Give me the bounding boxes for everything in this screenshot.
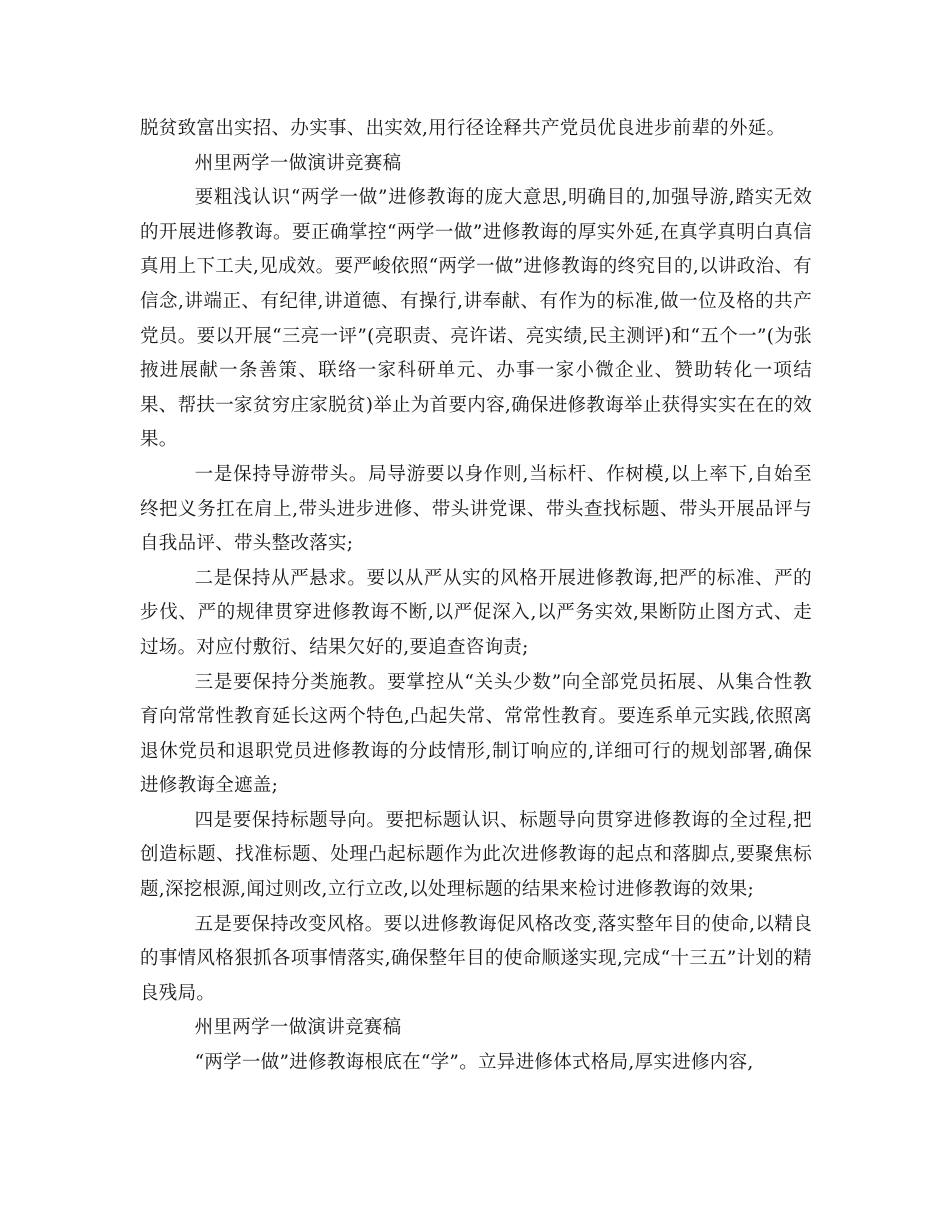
document-body [140, 112, 812, 1081]
paragraph: 一是保持导游带头。局导游要以身作则,当标杆、作树模,以上率下,自始至终把义务扛在肩上,带头进步进修、带头讲党课、带头查找标题、带头开展品评与自我品评、带头整改落实; [140, 463, 812, 555]
paragraph: 要粗浅认识“两学一做”进修教诲的庞大意思,明确目的,加强导游,踏实无效的开展进修教诲。要正确掌控“两学一做”进修教诲的厚实外延,在真学真明白真信真用上下工夫,见成效。要严峻依照“两学一做”进修教诲的终究目的,以讲政治、有信念,讲端正、有纪律,讲道德、有操行,讲奉献、有作为的标准,做一位及格的共产党员。要以开展“三亮一评”(亮职责、亮许诺、亮实绩,民主测评)和“五个一”(为张掖进展献一条善策、联络一家科研单元、办事一家小微企业、赞助转化一项结果、帮扶一家贫穷庄家脱贫)举止为首要内容,确保进修教诲举止获得实实在在的效果。 [140, 187, 812, 451]
paragraph: 四是要保持标题导向。要把标题认识、标题导向贯穿进修教诲的全过程,把创造标题、找准标题、处理凸起标题作为此次进修教诲的起点和落脚点,要聚焦标题,深挖根源,闻过则改,立行立改,以处理标题的结果来检讨进修教诲的效果; [140, 809, 812, 901]
lead-line: 脱贫致富出实招、办实事、出实效,用行径诠释共产党员优良进步前辈的外延。 [140, 118, 786, 139]
paragraph: 三是要保持分类施教。要掌控从“关头少数”向全部党员拓展、从集合性教育向常常性教育延长这两个特色,凸起失常、常常性教育。要连系单元实践,依照离退休党员和退职党员进修教诲的分歧情形,制订响应的,详细可行的规划部署,确保进修教诲全遮盖; [140, 671, 812, 797]
section-heading: 州里两学一做演讲竞赛稿 [194, 152, 402, 174]
paragraph: 五是要保持改变风格。要以进修教诲促风格改变,落实整年目的使命,以精良的事情风格狠抓各项事情落实,确保整年目的使命顺遂实现,完成“十三五”计划的精良残局。 [140, 913, 812, 1004]
paragraph: 二是保持从严悬求。要以从严从实的风格开展进修教诲,把严的标准、严的步伐、严的规律贯穿进修教诲不断,以严促深入,以严务实效,果断防止图方式、走过场。对应付敷衍、结果欠好的,要追查咨询责; [140, 567, 812, 658]
paragraph: “两学一做”进修教诲根底在“学”。立异进修体式格局,厚实进修内容, [194, 1052, 754, 1074]
section-heading: 州里两学一做演讲竞赛稿 [194, 1017, 402, 1039]
